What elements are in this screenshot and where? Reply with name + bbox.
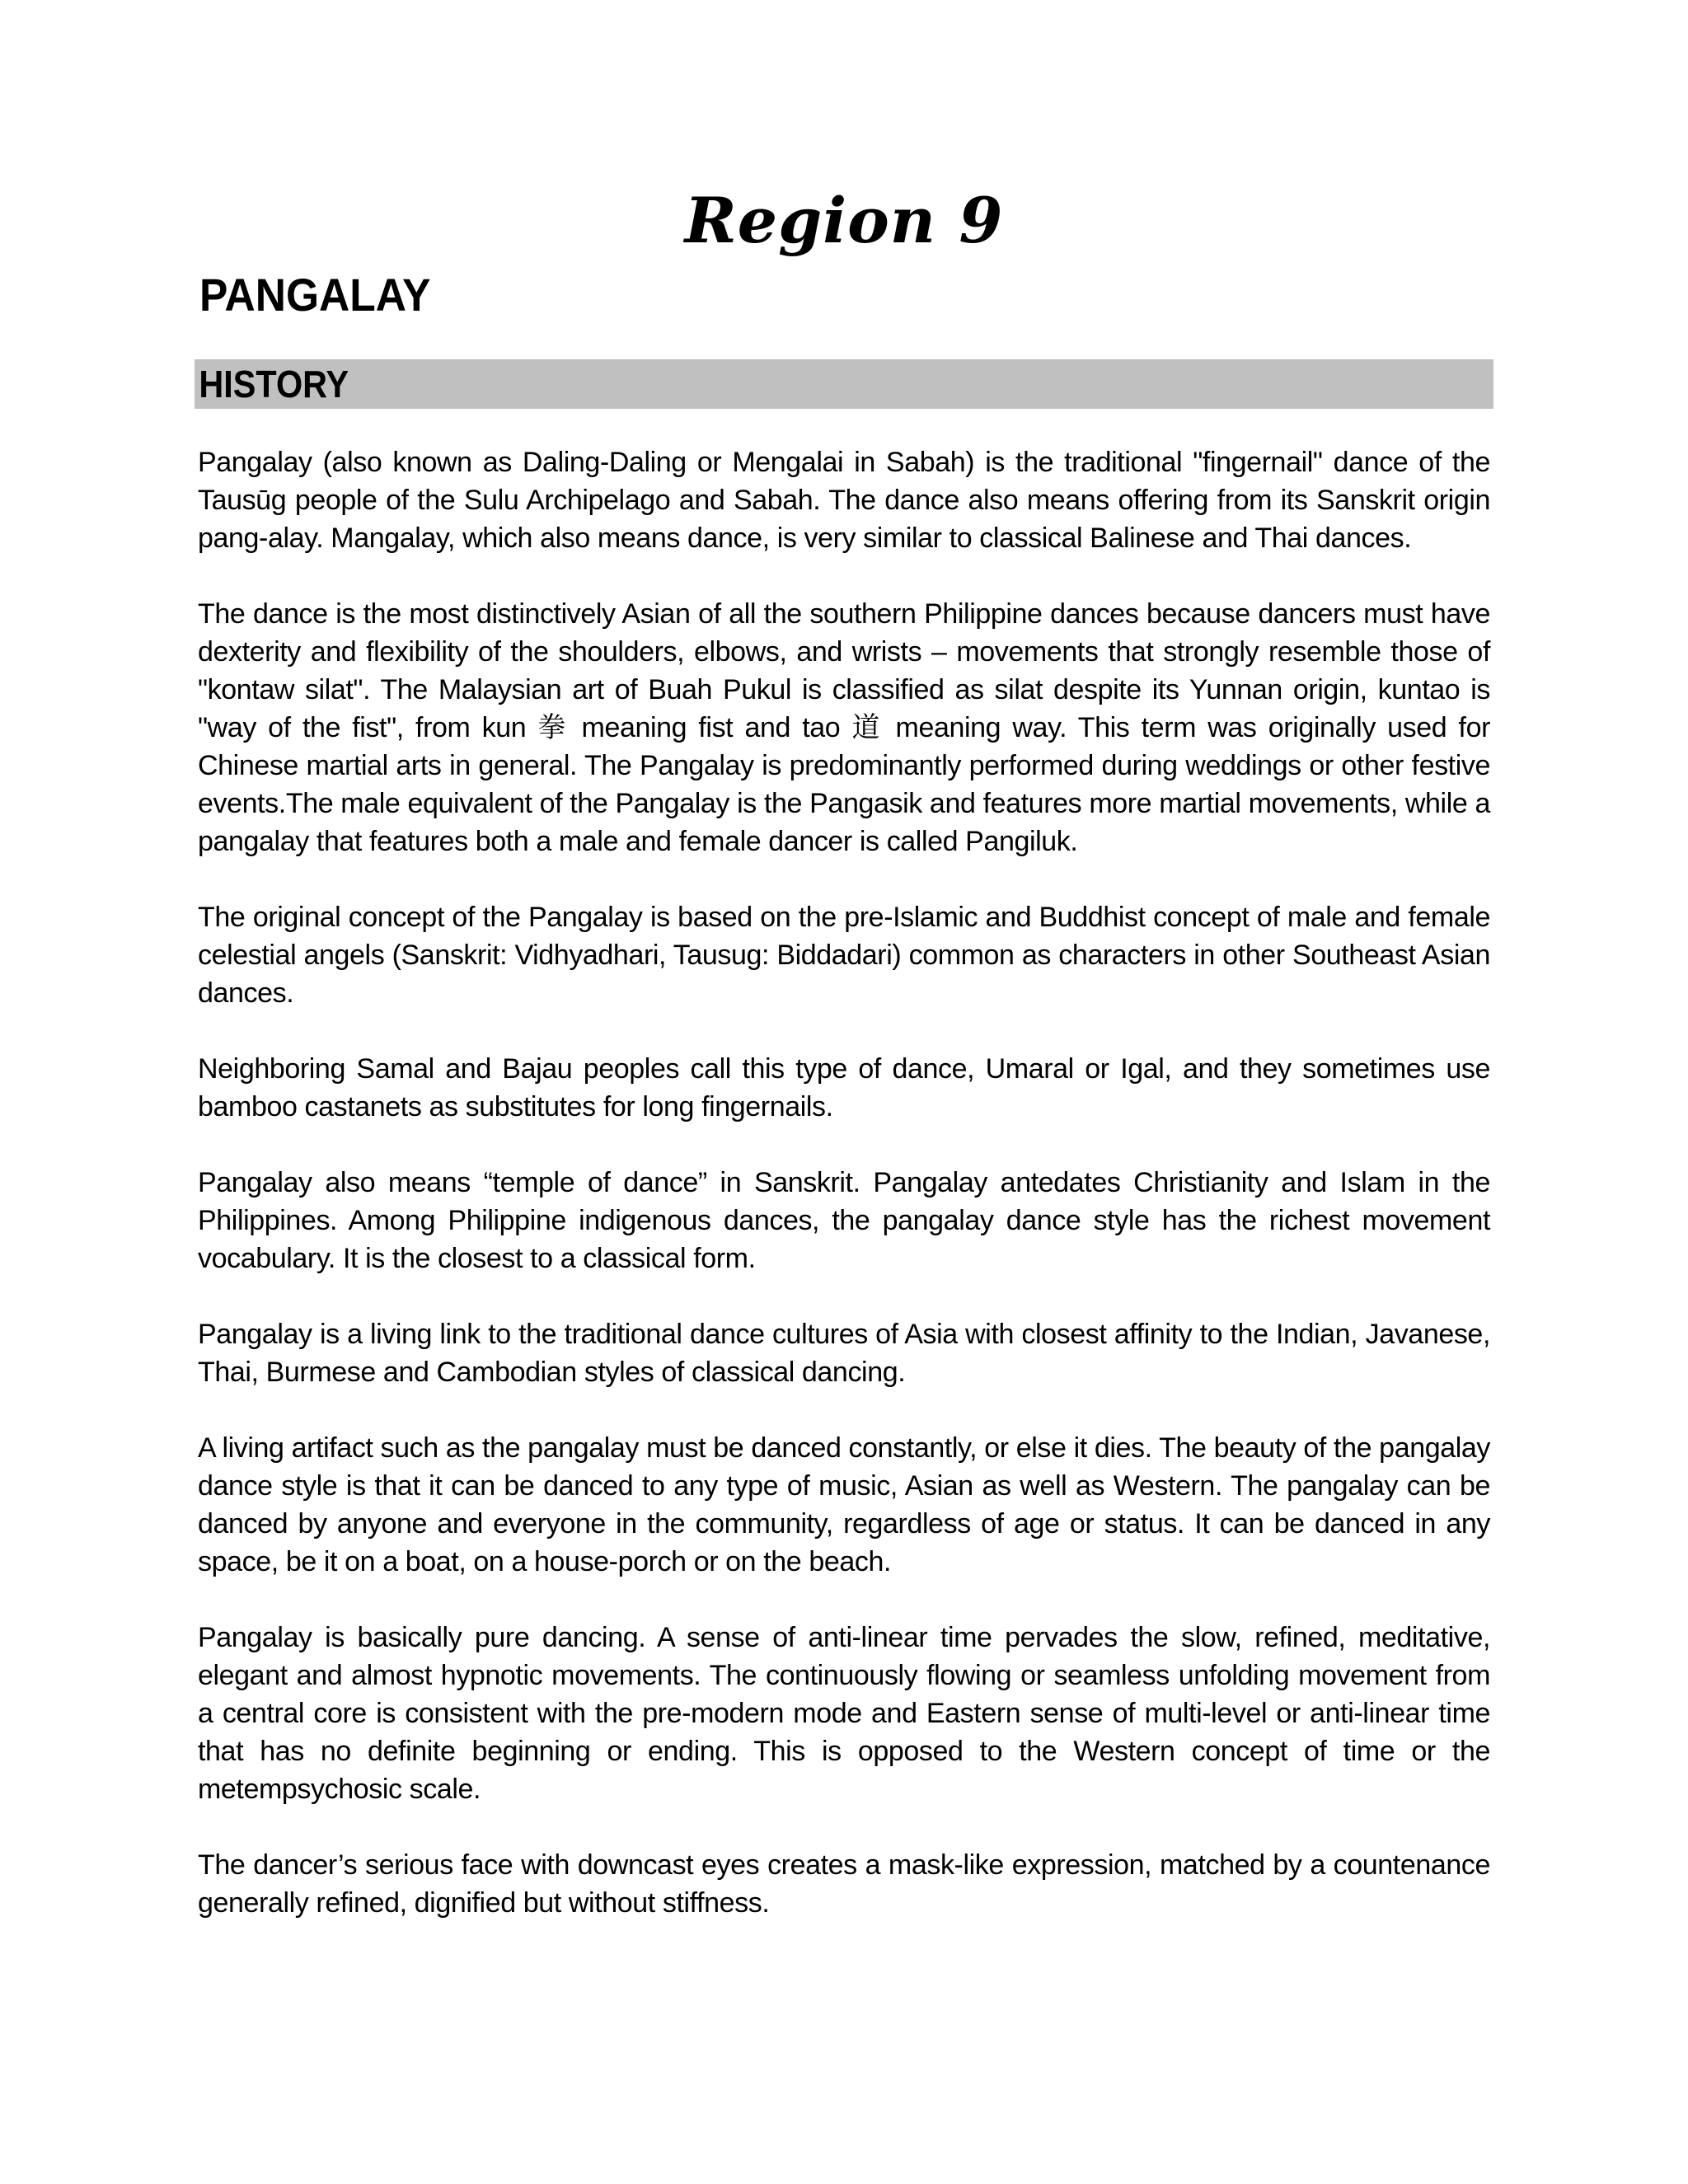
paragraph-7: A living artifact such as the pangalay must be danced constantly, or else it dies. The beauty of the pangalay dance style is that it can be danced to any type of music, Asian as well as Western. The pangalay can be danced by anyone and everyone in the community, regardless of age or status. It can be danced in any space, be it on a boat, on a house-porch or on the beach. (198, 1432, 1490, 1577)
body-text (198, 443, 1490, 1922)
document-page (198, 184, 1490, 1960)
region-title: Region 9 (684, 184, 1004, 257)
section-heading: HISTORY (199, 363, 349, 405)
paragraph-2: The dance is the most distinctively Asian of all the southern Philippine dances because dancers must have dexterity and flexibility of the shoulders, elbows, and wrists – movements that strongly resemble those of "kontaw silat". The Malaysian art of Buah Pukul is classified as silat despite its Yunnan origin, kuntao is "way of the fist", from kun 拳 meaning fist and tao 道 meaning way. This term was originally used for Chinese martial arts in general. The Pangalay is predominantly performed during weddings or other festive events.The male equivalent of the Pangalay is the Pangasik and features more martial movements, while a pangalay that features both a male and female dancer is called Pangiluk. (198, 598, 1490, 857)
paragraph-1: Pangalay (also known as Daling-Daling or Mengalai in Sabah) is the traditional "fingernail" dance of the Tausūg people of the Sulu Archipelago and Sabah. The dance also means offering from its Sanskrit origin pang-alay. Mangalay, which also means dance, is very similar to classical Balinese and Thai dances. (198, 447, 1490, 554)
dance-title: PANGALAY (199, 269, 431, 321)
paragraph-4: Neighboring Samal and Bajau peoples call this type of dance, Umaral or Igal, and they sometimes use bamboo castanets as substitutes for long fingernails. (198, 1053, 1490, 1122)
paragraph-8: Pangalay is basically pure dancing. A sense of anti-linear time pervades the slow, refined, meditative, elegant and almost hypnotic movements. The continuously flowing or seamless unfolding movement from a central core is consistent with the pre-modern mode and Eastern sense of multi-level or anti-linear time that has no definite beginning or ending. This is opposed to the Western concept of time or the metempsychosic scale. (198, 1622, 1490, 1805)
paragraph-5: Pangalay also means “temple of dance” in Sanskrit. Pangalay antedates Christianity and Islam in the Philippines. Among Philippine indigenous dances, the pangalay dance style has the richest movement vocabulary. It is the closest to a classical form. (198, 1167, 1490, 1274)
section-heading-bar (195, 359, 1493, 409)
paragraph-9: The dancer’s serious face with downcast eyes creates a mask-like expression, matched by a countenance generally refined, dignified but without stiffness. (198, 1849, 1490, 1919)
paragraph-3: The original concept of the Pangalay is based on the pre-Islamic and Buddhist concept of male and female celestial angels (Sanskrit: Vidhyadhari, Tausug: Biddadari) common as characters in other Southeast Asian dances. (198, 902, 1490, 1009)
paragraph-6: Pangalay is a living link to the traditional dance cultures of Asia with closest affinity to the Indian, Javanese, Thai, Burmese and Cambodian styles of classical dancing. (198, 1319, 1490, 1388)
